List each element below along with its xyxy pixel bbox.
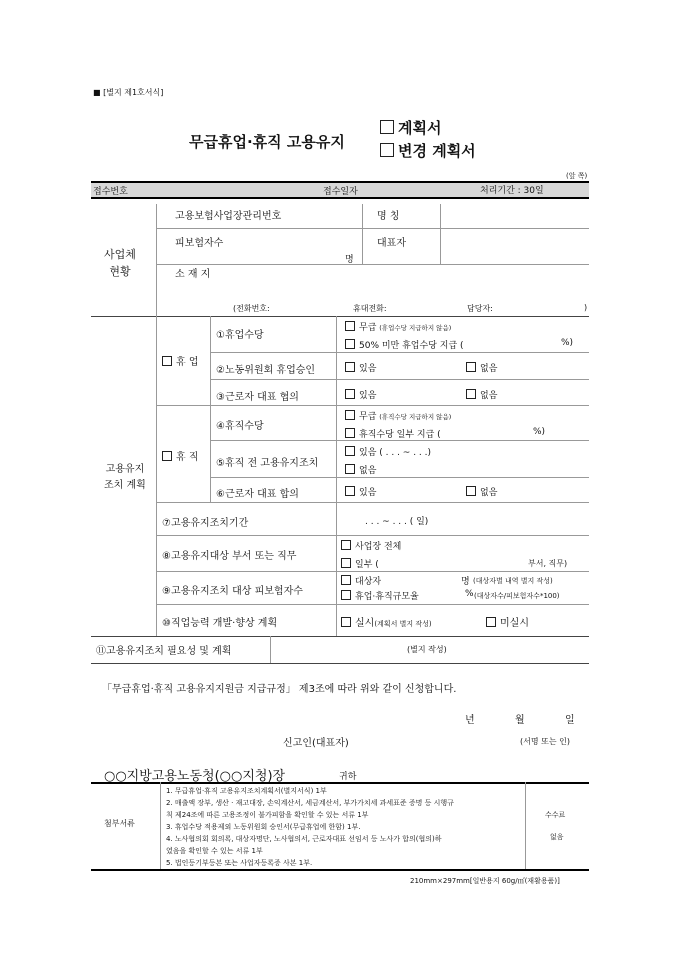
attachments-label: 첨부서류 [104, 819, 135, 828]
shutdown-option[interactable]: 휴 업 [162, 353, 199, 368]
insured-unit: 명 [345, 255, 354, 265]
labor-committee-no[interactable]: 없음 [466, 361, 497, 374]
address-label: 소 재 지 [175, 269, 211, 280]
attachment-item: 1. 무급휴업·휴직 고용유지조치계획서(별지서식) 1부 [166, 787, 327, 795]
ratio-note: (대상자수/피보험자수*100) [474, 592, 560, 600]
consult-no[interactable]: 없음 [466, 388, 497, 401]
leave-allowance-label: ④휴직수당 [216, 421, 264, 432]
period-value[interactable]: . . . ~ . . . ( 일) [365, 517, 429, 527]
page-title: 무급휴업·휴직 고용유지 [189, 133, 345, 151]
receipt-date: 접수일자 [323, 187, 358, 197]
applicant-label: 신고인(대표자) [283, 738, 349, 749]
paper-spec: 210mm×297mm[일반용지 60g/㎡(재활용품)] [410, 877, 560, 885]
period-label: ⑦고용유지조치기간 [162, 518, 249, 529]
necessity-note: (별지 작성) [407, 645, 447, 654]
targets-note: (대상자별 내역 별지 작성) [473, 577, 553, 585]
phone-label: (전화번호: [233, 304, 270, 313]
ratio-option[interactable]: 휴업·휴직규모율 [341, 589, 419, 602]
office-name: ○○지방고용노동청(○○지청)장 [104, 769, 286, 784]
attachment-item: 였음을 확인할 수 있는 서류 1부 [166, 847, 263, 855]
sign-label[interactable]: (서명 또는 인) [520, 737, 570, 746]
agree-no[interactable]: 없음 [466, 485, 497, 498]
date-year[interactable]: 년 [465, 715, 475, 726]
title-option-change[interactable]: 변경 계획서 [380, 140, 476, 161]
receipt-number: 접수번호 [93, 187, 128, 197]
checkbox-icon [380, 143, 394, 157]
checkbox-icon [380, 120, 394, 134]
biz-name-label: 명 칭 [377, 211, 400, 222]
attachment-item: 4. 노사협의회 회의록, 대상자명단, 노사협의서, 근로자대표 선임서 등 노사가 합의(협의)하 [166, 835, 442, 843]
labor-committee-label: ②노동위원회 휴업승인 [216, 365, 316, 376]
partial-leave-pct: %) [533, 427, 546, 437]
declaration: 「무급휴업·휴직 고용유지지원금 지급규정」 제3조에 따라 위와 같이 신청합니다. [102, 684, 457, 695]
manager-label: 담당자: [467, 304, 493, 313]
fee-label: 수수료 [545, 811, 566, 819]
addressee: 귀하 [339, 772, 357, 782]
prior-measure-yes[interactable]: 있음 ( . . . ~ . . .) [345, 445, 431, 458]
plan-section-label: 고용유지 조치 계획 [104, 464, 146, 491]
worker-rep-consult-label: ③근로자 대표 협의 [216, 392, 299, 403]
insured-target-label: ⑨고용유지조치 대상 피보험자수 [162, 586, 303, 597]
date-day[interactable]: 일 [565, 715, 575, 726]
mgmt-no-label: 고용보험사업장관리번호 [175, 211, 282, 222]
mobile-label: 휴대전화: [353, 304, 387, 313]
fee-value: 없음 [550, 833, 564, 841]
prior-measure-no[interactable]: 없음 [345, 463, 376, 476]
shutdown-allowance-label: ①휴업수당 [216, 330, 264, 341]
targets-unit: 명 [461, 577, 470, 587]
close-paren: ) [584, 303, 588, 312]
training-label: ⑩직업능력 개발·향상 계획 [162, 618, 278, 629]
form-label: ■ [별지 제1호서식] [93, 88, 164, 97]
under50-option[interactable]: 50% 미만 휴업수당 지급 ( [345, 338, 464, 351]
attachment-item: 2. 매출액 장부, 생산 · 재고대장, 손익계산서, 세금계산서, 부가가치세 과세표준 증명 등 시행규 [166, 799, 454, 807]
unpaid-leave-option[interactable]: 무급 (휴직수당 지급하지 않음) [345, 409, 451, 422]
whole-site-option[interactable]: 사업장 전체 [341, 539, 401, 552]
leave-option[interactable]: 휴 직 [162, 448, 199, 463]
page-side: (앞 쪽) [566, 172, 588, 180]
biz-section-label: 사업체 현황 [104, 248, 136, 278]
attachment-item: 3. 휴업수당 적용제외 노동위원회 승인서(무급휴업에 한함) 1부. [166, 823, 361, 831]
partial-dept-option[interactable]: 일부 ( [341, 557, 379, 570]
prior-measure-label: ⑤휴직 전 고용유지조치 [216, 458, 319, 469]
under50-pct: %) [561, 338, 574, 348]
not-implement-option[interactable]: 미실시 [486, 614, 529, 629]
ratio-unit: % [465, 589, 474, 599]
processing-period: 처리기간 : 30일 [480, 186, 544, 196]
dept-label: ⑧고용유지대상 부서 또는 직무 [162, 551, 297, 562]
ceo-label: 대표자 [377, 238, 406, 249]
labor-committee-yes[interactable]: 있음 [345, 361, 376, 374]
necessity-label: ⑪고용유지조치 필요성 및 계획 [96, 646, 232, 657]
partial-leave-option[interactable]: 휴직수당 일부 지급 ( [345, 427, 441, 440]
targets-option[interactable]: 대상자 [341, 574, 381, 587]
agree-yes[interactable]: 있음 [345, 485, 376, 498]
consult-yes[interactable]: 있음 [345, 388, 376, 401]
attachment-item: 칙 제24조에 따른 고용조정이 불가피함을 확인할 수 있는 서류 1부 [166, 811, 369, 819]
dept-unit: 부서, 직무) [528, 559, 568, 568]
attachment-list [166, 785, 454, 869]
insured-label: 피보험자수 [175, 238, 224, 249]
implement-option[interactable]: 실시(계획서 별지 작성) [341, 614, 432, 629]
attachment-item: 5. 법인등기부등본 또는 사업자등록증 사본 1부. [166, 859, 313, 867]
worker-rep-agree-label: ⑥근로자 대표 합의 [216, 489, 299, 500]
date-month[interactable]: 월 [515, 715, 525, 726]
unpaid-shutdown-option[interactable]: 무급 (휴업수당 지급하지 않음) [345, 320, 451, 333]
title-option-plan[interactable]: 계획서 [380, 117, 441, 138]
